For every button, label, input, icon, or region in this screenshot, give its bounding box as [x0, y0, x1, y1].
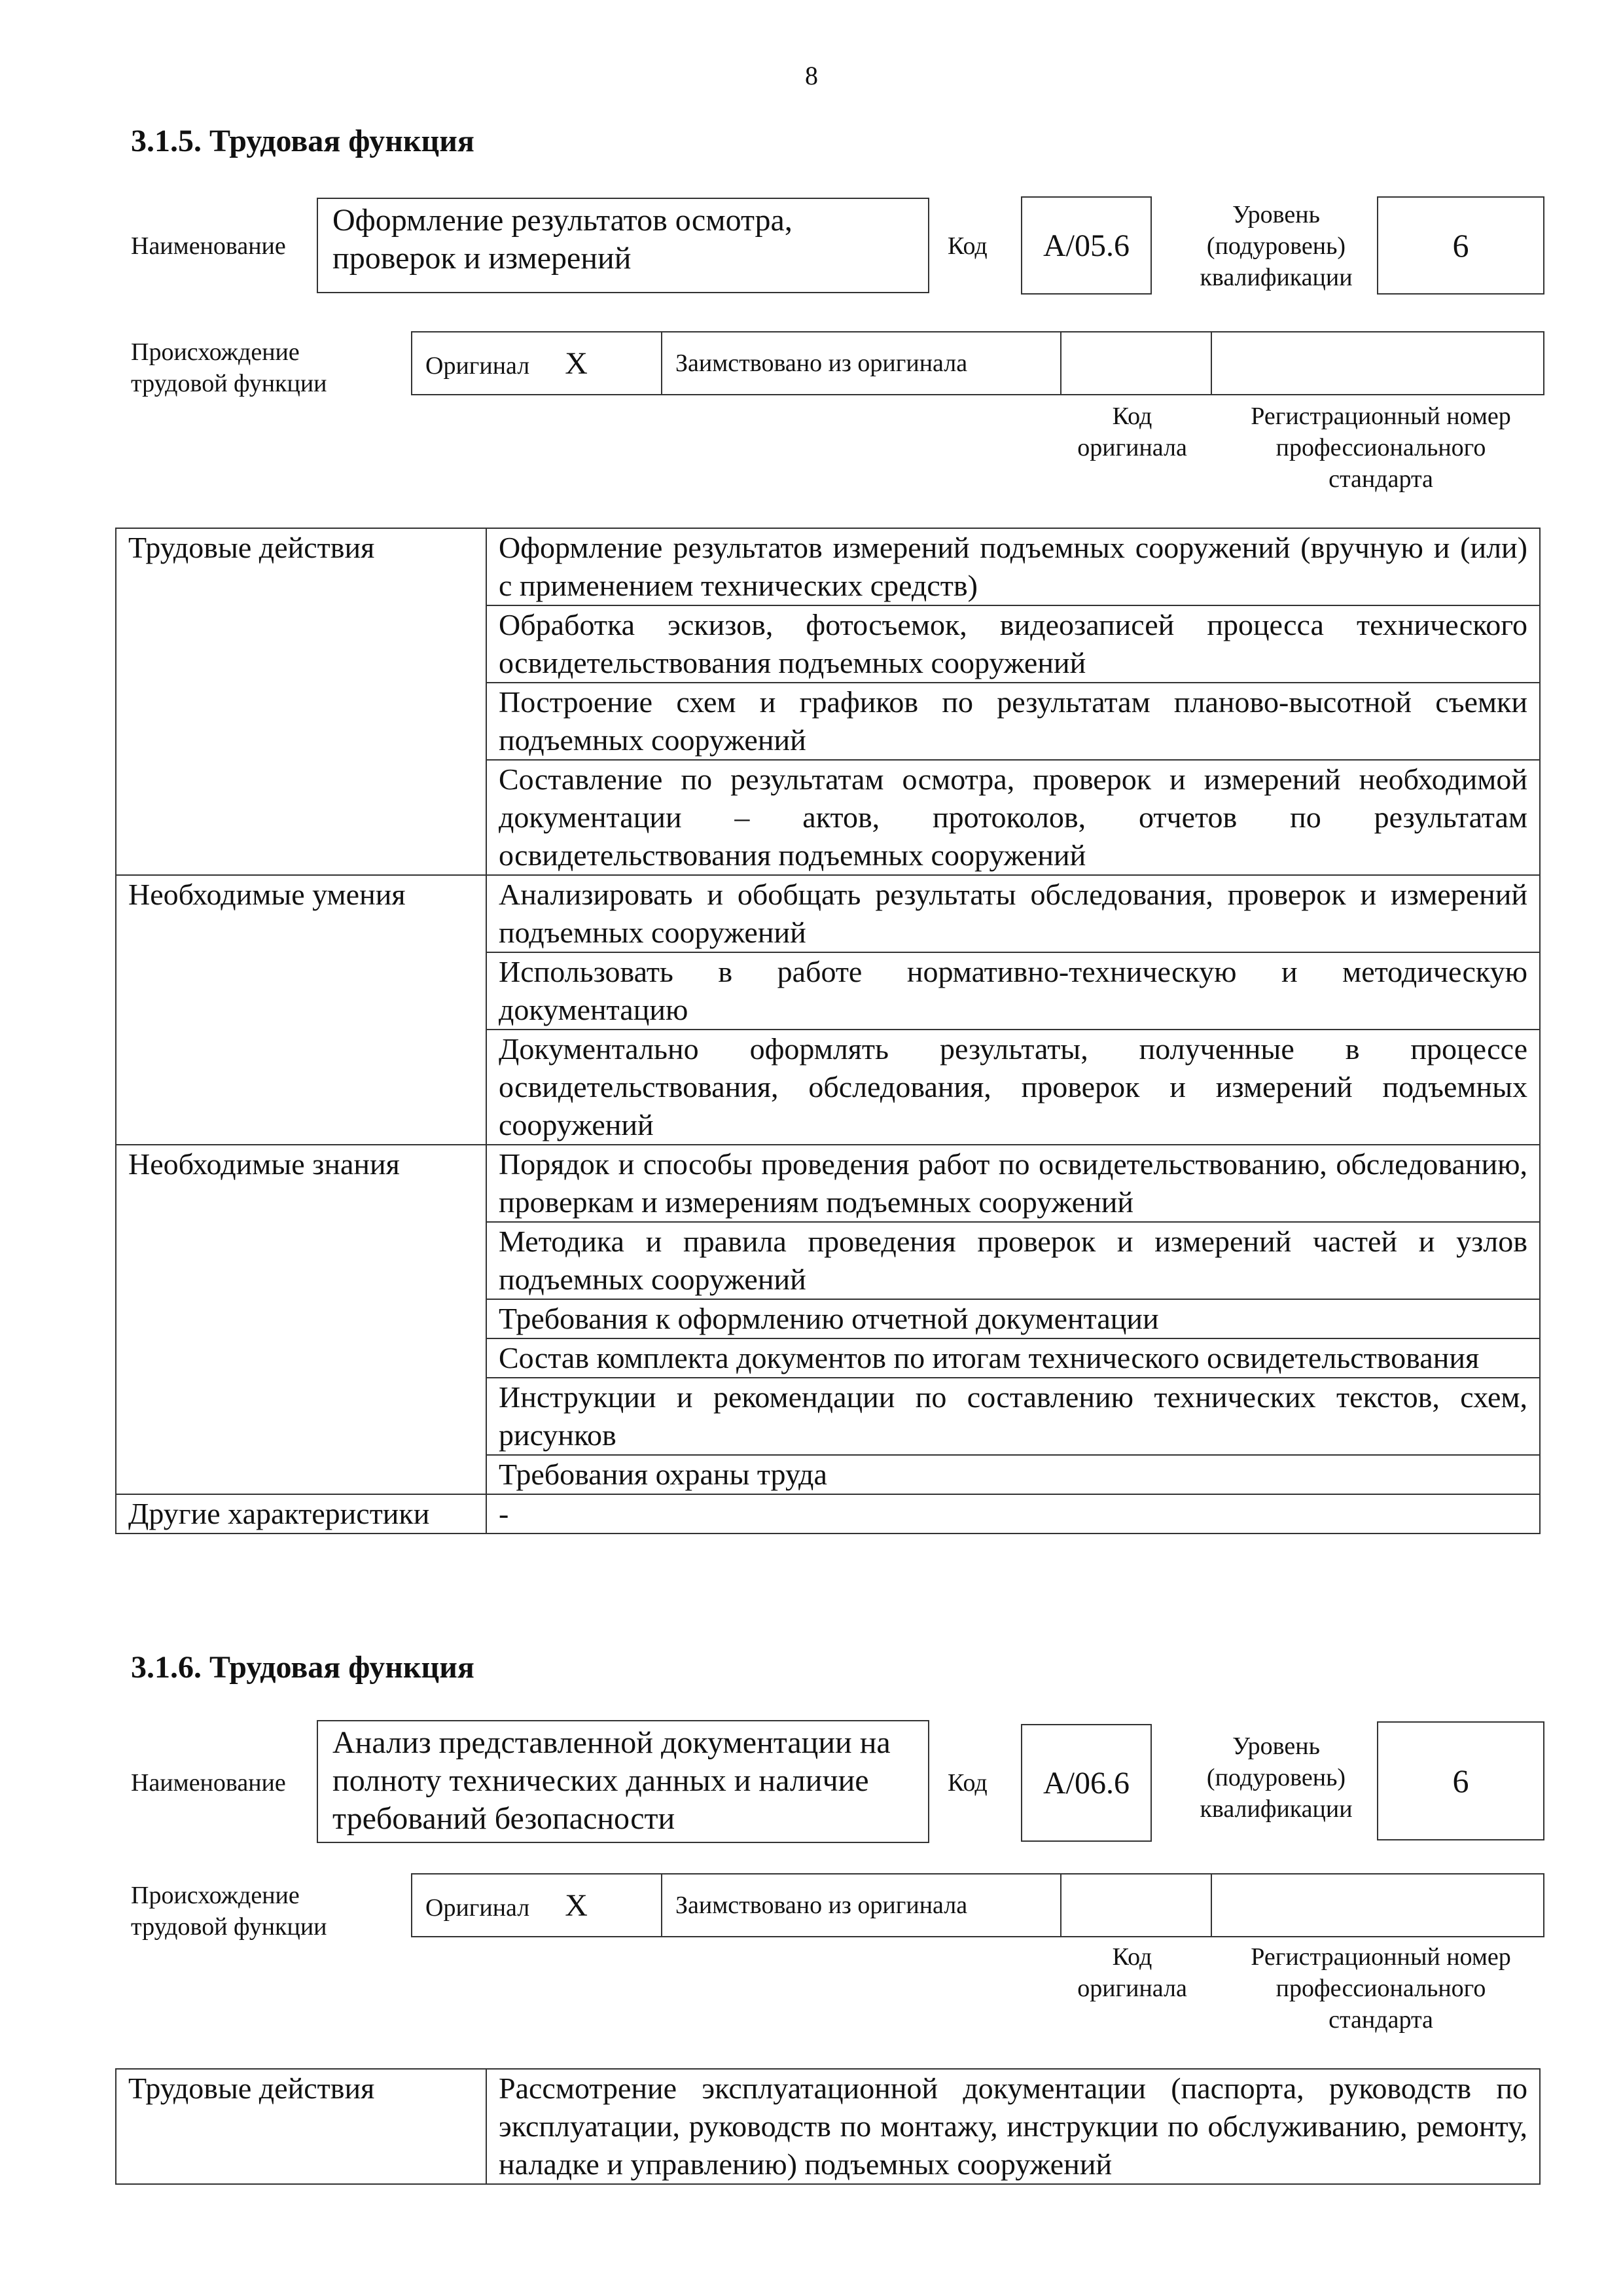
- function-name-box: [317, 1720, 929, 1843]
- section-title-3-1-6: 3.1.6. Трудовая функция: [131, 1650, 474, 1685]
- table-row: [116, 1494, 1540, 1534]
- qualification-level-label: Уровень (подуровень) квалификации: [1200, 201, 1353, 291]
- origin-borrowed-cell: [662, 1874, 1061, 1937]
- table-row: [116, 528, 1540, 605]
- function-name-box: [317, 198, 929, 293]
- name-label: Наименование: [131, 1769, 286, 1797]
- code-box: [1021, 196, 1152, 295]
- origin-original-cell: [412, 332, 662, 395]
- function-name: Оформление результатов осмотра, проверок и измерений: [332, 203, 793, 276]
- required-knowledge: Методика и правила проведения проверок и измерений частей и узлов подъемных сооружений: [486, 1222, 1540, 1299]
- function-code: A/05.6: [1043, 228, 1130, 263]
- function-details-table: [115, 2068, 1541, 2185]
- origin-reg-caption: Регистрационный номер профессионального стандарта: [1251, 1943, 1511, 2034]
- origin-mark: X: [565, 346, 588, 381]
- origin-original-label: Оригинал: [425, 351, 530, 380]
- qualification-level-label: Уровень (подуровень) квалификации: [1200, 1732, 1353, 1823]
- labor-action: Составление по результатам осмотра, проверок и измерений необходимой документации – актов, протоколов, отчетов по результатам освидетельствования подъемных сооружений: [486, 760, 1540, 875]
- name-label: Наименование: [131, 232, 286, 260]
- origin-code-cell: [1061, 332, 1211, 395]
- section-title-3-1-5: 3.1.5. Трудовая функция: [131, 124, 474, 158]
- table-row: [116, 875, 1540, 952]
- origin-borrowed-label: Заимствовано из оригинала: [675, 350, 968, 377]
- table-row: [116, 1145, 1540, 1222]
- origin-label: Происхождение трудовой функции: [131, 338, 327, 397]
- required-knowledge: Инструкции и рекомендации по составлению технических текстов, схем, рисунков: [486, 1378, 1540, 1455]
- qualification-level: 6: [1452, 1763, 1469, 1799]
- function-name: Анализ представленной документации на полноту технических данных и наличие требований безопасности: [332, 1725, 891, 1836]
- origin-table: [411, 331, 1544, 395]
- origin-borrowed-cell: [662, 332, 1061, 395]
- table-row: [116, 2069, 1540, 2184]
- origin-borrowed-label: Заимствовано из оригинала: [675, 1892, 968, 1919]
- required-knowledge: Порядок и способы проведения работ по освидетельствованию, обследованию, проверкам и измерениям подъемных сооружений: [486, 1145, 1540, 1222]
- required-skill: Анализировать и обобщать результаты обследования, проверок и измерений подъемных сооружений: [486, 875, 1540, 952]
- other-characteristics-value: -: [486, 1494, 1540, 1534]
- page-number: 8: [805, 61, 818, 90]
- labor-actions-label: Трудовые действия: [116, 528, 486, 875]
- required-knowledge: Требования охраны труда: [486, 1455, 1540, 1494]
- code-box: [1021, 1724, 1152, 1842]
- origin-reg-number-cell: [1211, 332, 1544, 395]
- labor-action: Обработка эскизов, фотосъемок, видеозаписей процесса технического освидетельствования подъемных сооружений: [486, 605, 1540, 683]
- origin-code-caption: Код оригинала: [1077, 1943, 1187, 2002]
- origin-reg-number-cell: [1211, 1874, 1544, 1937]
- labor-action: Оформление результатов измерений подъемных сооружений (вручную и (или) с применением технических средств): [486, 528, 1540, 605]
- required-knowledge: Требования к оформлению отчетной документации: [486, 1299, 1540, 1338]
- labor-action: Построение схем и графиков по результатам планово-высотной съемки подъемных сооружений: [486, 683, 1540, 760]
- code-label: Код: [948, 232, 988, 260]
- function-details-table: [115, 528, 1541, 1534]
- origin-code-cell: [1061, 1874, 1211, 1937]
- required-knowledge-label: Необходимые знания: [116, 1145, 486, 1494]
- qualification-level-box: [1377, 1721, 1544, 1840]
- origin-reg-caption: Регистрационный номер профессионального стандарта: [1251, 403, 1511, 493]
- function-code: A/06.6: [1043, 1765, 1130, 1801]
- qualification-level: 6: [1452, 227, 1469, 264]
- origin-original-label: Оригинал: [425, 1893, 530, 1922]
- labor-action: Рассмотрение эксплуатационной документации (паспорта, руководств по эксплуатации, руководств по монтажу, инструкции по обслуживанию, ремонту, наладке и управлению) подъемных сооружений: [486, 2069, 1540, 2184]
- code-label: Код: [948, 1769, 988, 1797]
- origin-original-cell: [412, 1874, 662, 1937]
- required-knowledge: Состав комплекта документов по итогам технического освидетельствования: [486, 1338, 1540, 1378]
- origin-mark: X: [565, 1888, 588, 1923]
- required-skill: Документально оформлять результаты, полученные в процессе освидетельствования, обследования, проверок и измерений подъемных сооружений: [486, 1030, 1540, 1145]
- required-skills-label: Необходимые умения: [116, 875, 486, 1145]
- origin-label: Происхождение трудовой функции: [131, 1882, 327, 1941]
- qualification-level-box: [1377, 196, 1544, 295]
- labor-actions-label: Трудовые действия: [116, 2069, 486, 2184]
- other-characteristics-label: Другие характеристики: [116, 1494, 486, 1534]
- origin-table: [411, 1873, 1544, 1937]
- origin-code-caption: Код оригинала: [1077, 403, 1187, 461]
- required-skill: Использовать в работе нормативно-техническую и методическую документацию: [486, 952, 1540, 1030]
